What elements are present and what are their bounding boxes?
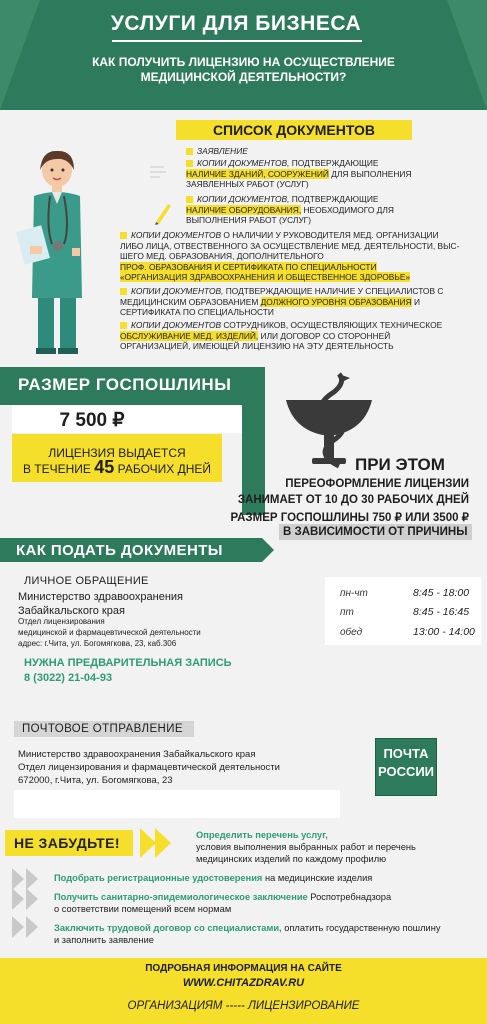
- fee-value: 7 500 ₽: [59, 410, 125, 431]
- doc-item-5-text-c: МЕДИЦИНСКИМ ОБРАЗОВАНИЕМ: [120, 296, 261, 307]
- reminder-tip-4-lead: Заключить трудовой договор со специалистами,: [54, 923, 282, 933]
- doctor-illustration-icon: [12, 148, 102, 358]
- post-logo-text-1: ПОЧТА: [383, 746, 429, 761]
- doc-item-1-text: ЗАЯВЛЕНИЕ: [197, 146, 248, 156]
- doc-item-2: [186, 158, 482, 190]
- title-underline: [112, 40, 362, 42]
- doc-item-4-text-a: КОПИИ ДОКУМЕНТОВ: [131, 230, 222, 240]
- doc-item-6-text-a: КОПИИ ДОКУМЕНТОВ: [131, 320, 222, 330]
- appointment-notice: НУЖНА ПРЕДВАРИТЕЛЬНАЯ ЗАПИСЬ: [24, 657, 232, 669]
- reminder-tip-2: [54, 872, 482, 884]
- bullet-icon: [120, 288, 127, 295]
- reminder-tip-3-text-c: о соответствии помещений всем нормам: [54, 904, 232, 914]
- office-hours-box: [325, 577, 481, 645]
- documents-title: СПИСОК ДОКУМЕНТОВ: [176, 120, 412, 140]
- chevron-right-icon: [12, 868, 24, 890]
- reminder-tip-1-lead: Определить перечень услуг,: [196, 830, 328, 840]
- doc-item-5-text-b: ПОДТВЕРЖДАЮЩИЕ НАЛИЧИЕ У СПЕЦИАЛИСТОВ С: [223, 286, 444, 296]
- chevron-right-icon: [12, 888, 24, 910]
- office-address: адрес: г.Чита, ул. Богомягкова, 23, каб.306: [18, 639, 177, 648]
- also-title: ПРИ ЭТОМ: [355, 455, 445, 474]
- document-lines-icon: [148, 164, 168, 180]
- reminder-tip-3: [54, 891, 482, 915]
- doc-item-2-text-d: ДЛЯ ВЫПОЛНЕНИЯ: [328, 168, 412, 179]
- hours-day: обед: [340, 627, 363, 638]
- bullet-icon: [120, 322, 127, 329]
- doc-item-2-highlight: НАЛИЧИЕ ЗДАНИЙ, СООРУЖЕНИЙ: [186, 168, 329, 179]
- doc-item-6-text-b: СОТРУДНИКОВ, ОСУЩЕСТВЛЯЮЩИХ ТЕХНИЧЕСКОЕ: [221, 320, 443, 330]
- reminder-tip-1-text-c: медицинских изделий по каждому профилю: [196, 854, 387, 864]
- reminder-tip-1: [196, 829, 480, 865]
- post-logo-text-2: РОССИИ: [377, 764, 435, 779]
- page-title: УСЛУГИ ДЛЯ БИЗНЕСА: [110, 12, 362, 35]
- subtitle-line-1: КАК ПОЛУЧИТЬ ЛИЦЕНЗИЮ НА ОСУЩЕСТВЛЕНИЕ: [92, 55, 395, 69]
- doc-item-4-text-c: ЛИБО ЛИЦА, ОТВЕСТВЕННОГО ЗА ОСУЩЕСТВЛЕНИЕ МЕД. ДЕЯТЕЛЬНОСТИ, ВЫС-: [120, 240, 460, 251]
- doc-item-4-text-d: ШЕГО МЕД. ОБРАЗОВАНИЯ, ДОПОЛНИТЕЛЬНОГО: [120, 251, 324, 262]
- chevron-right-icon: [26, 888, 38, 910]
- doc-item-6-highlight: ОБСЛУЖИВАНИЕ МЕД. ИЗДЕЛИЙ,: [120, 330, 259, 341]
- doc-item-3-text-e: ВЫПОЛНЕНИЯ РАБОТ (УСЛУГ): [186, 215, 312, 226]
- license-term-days: 45: [94, 457, 115, 477]
- reissue-line-3: РАЗМЕР ГОСПОШЛИНЫ 750 ₽ ИЛИ 3500 ₽: [230, 512, 469, 524]
- doc-item-6-text-e: ОРГАНИЗАЦИЕЙ, ИМЕЮЩЕЙ ЛИЦЕНЗИЮ НА ЭТУ ДЕЯТЕЛЬНОСТЬ: [120, 341, 394, 352]
- reminder-tip-3-lead: Получить санитарно-эпидемиологическое заключение: [54, 892, 308, 902]
- header-decor-left: [0, 0, 40, 110]
- mail-label: ПОЧТОВОЕ ОТПРАВЛЕНИЕ: [22, 723, 183, 735]
- mail-address-3: 672000, г.Чита, ул. Богомягкова, 23: [18, 775, 173, 786]
- reminder-tip-4-text-c: и заполнить заявление: [54, 935, 154, 945]
- doc-item-5-text-f: СЕРТИФИКАТА ПО СПЕЦИАЛЬНОСТИ: [120, 307, 274, 318]
- license-term-line-1: ЛИЦЕНЗИЯ ВЫДАЕТСЯ: [48, 446, 186, 460]
- doc-item-3-text-b: ПОДТВЕРЖДАЮЩИЕ: [289, 194, 379, 204]
- reissue-line-2: ЗАНИМАЕТ ОТ 10 ДО 30 РАБОЧИХ ДНЕЙ: [237, 494, 469, 506]
- chevron-right-icon: [26, 916, 38, 938]
- fee-title: РАЗМЕР ГОСПОШЛИНЫ: [18, 375, 232, 394]
- doc-item-4-highlight-2: «ОРГАНИЗАЦИЯ ЗДРАВООХРАНЕНИЯ И ОБЩЕСТВЕННОЕ ЗДОРОВЬЕ»: [120, 272, 411, 283]
- pencil-icon: [152, 200, 174, 226]
- mail-address-1: Министерство здравоохранения Забайкальского края: [18, 749, 256, 760]
- license-term-suffix: РАБОЧИХ ДНЕЙ: [114, 462, 212, 476]
- doc-item-4-highlight-1: ПРОФ. ОБРАЗОВАНИЯ И СЕРТИФИКАТА ПО СПЕЦИАЛЬНОСТИ: [120, 261, 377, 272]
- reminder-tip-1-text-b: условия выполнения выбранных работ и перечень: [196, 842, 416, 852]
- doc-item-5-highlight: ДОЛЖНОГО УРОВНЯ ОБРАЗОВАНИЯ: [260, 296, 412, 307]
- doc-item-6-text-d: ИЛИ ДОГОВОР СО СТОРОННЕЙ: [258, 330, 391, 341]
- header-decor-right: [447, 0, 487, 110]
- reissue-line-4: В ЗАВИСИМОСТИ ОТ ПРИЧИНЫ: [283, 526, 468, 538]
- dept-name-2: медицинской и фармацевтической деятельности: [18, 628, 201, 637]
- page-subtitle: [60, 55, 427, 85]
- ministry-name-1: Министерство здравоохранения: [18, 591, 183, 603]
- hours-day: пт: [340, 607, 354, 618]
- mail-blank-box: [14, 790, 340, 818]
- hours-time: 8:45 - 18:00: [413, 587, 470, 599]
- doc-item-2-text-b: ПОДТВЕРЖДАЮЩИЕ: [289, 158, 379, 168]
- chevron-right-icon: [140, 828, 156, 858]
- doc-item-3: [186, 194, 482, 226]
- phone-number[interactable]: 8 (3022) 21-04-93: [24, 672, 113, 684]
- reminder-tip-2-text: на медицинские изделия: [262, 873, 373, 883]
- bullet-icon: [120, 232, 127, 239]
- reminder-title: НЕ ЗАБУДЬТЕ!: [14, 835, 120, 851]
- doc-item-6: [120, 320, 482, 352]
- doc-item-5-text-a: КОПИИ ДОКУМЕНТОВ,: [131, 286, 224, 296]
- bullet-icon: [186, 148, 193, 155]
- footer-info-line: ПОДРОБНАЯ ИНФОРМАЦИЯ НА САЙТЕ: [145, 963, 342, 974]
- footer-website-link[interactable]: WWW.CHITAZDRAV.RU: [182, 977, 305, 989]
- doc-item-2-text-a: КОПИИ ДОКУМЕНТОВ,: [197, 158, 290, 168]
- mail-address-2: Отдел лицензирования и фармацевтической деятельности: [18, 762, 280, 773]
- doc-item-2-text-e: ЗАЯВЛЕННЫХ РАБОТ (УСЛУГ): [186, 179, 309, 190]
- hours-time: 8:45 - 16:45: [413, 606, 470, 618]
- footer-breadcrumb: ОРГАНИЗАЦИЯМ ----- ЛИЦЕНЗИРОВАНИЕ: [127, 1000, 360, 1012]
- license-term-prefix: В ТЕЧЕНИЕ: [22, 462, 95, 476]
- bullet-icon: [186, 196, 193, 203]
- reissue-line-1: ПЕРЕОФОРМЛЕНИЕ ЛИЦЕНЗИИ: [285, 478, 469, 490]
- doc-item-1: [186, 146, 248, 157]
- chevron-right-icon: [26, 868, 38, 890]
- reminder-tip-4-text-b: оплатить государственную пошлину: [281, 923, 441, 933]
- personal-visit-label: ЛИЧНОЕ ОБРАЩЕНИЕ: [24, 575, 149, 587]
- doc-item-5: [120, 286, 482, 318]
- doc-item-3-text-d: НЕОБХОДИМОГО ДЛЯ: [301, 204, 394, 215]
- doc-item-3-highlight: НАЛИЧИЕ ОБОРУДОВАНИЯ,: [186, 204, 302, 215]
- reminder-tip-2-lead: Подобрать регистрационные удостоверения: [54, 873, 263, 883]
- hours-day: пн-чт: [340, 588, 368, 599]
- doc-item-4: [120, 230, 482, 283]
- doc-item-3-text-a: КОПИИ ДОКУМЕНТОВ,: [197, 194, 290, 204]
- hours-time: 13:00 - 14:00: [413, 626, 475, 638]
- chevron-right-icon: [12, 916, 24, 938]
- ministry-name-2: Забайкальского края: [18, 605, 125, 617]
- doc-item-5-text-e: И: [411, 296, 421, 307]
- how-title: КАК ПОДАТЬ ДОКУМЕНТЫ: [16, 542, 223, 559]
- subtitle-line-2: МЕДИЦИНСКОЙ ДЕЯТЕЛЬНОСТИ?: [140, 70, 347, 84]
- doc-item-4-text-b: О НАЛИЧИИ У РУКОВОДИТЕЛЯ МЕД. ОРГАНИЗАЦИИ: [221, 230, 439, 240]
- reminder-tip-3-text-b: Роспотребнадзора: [307, 892, 392, 902]
- license-term-text: [12, 446, 222, 476]
- how-banner-arrow: [262, 538, 274, 562]
- dept-name-1: Отдел лицензирования: [18, 617, 105, 626]
- reminder-tip-4: [54, 922, 482, 946]
- bullet-icon: [186, 160, 193, 167]
- chevron-right-icon: [155, 828, 171, 858]
